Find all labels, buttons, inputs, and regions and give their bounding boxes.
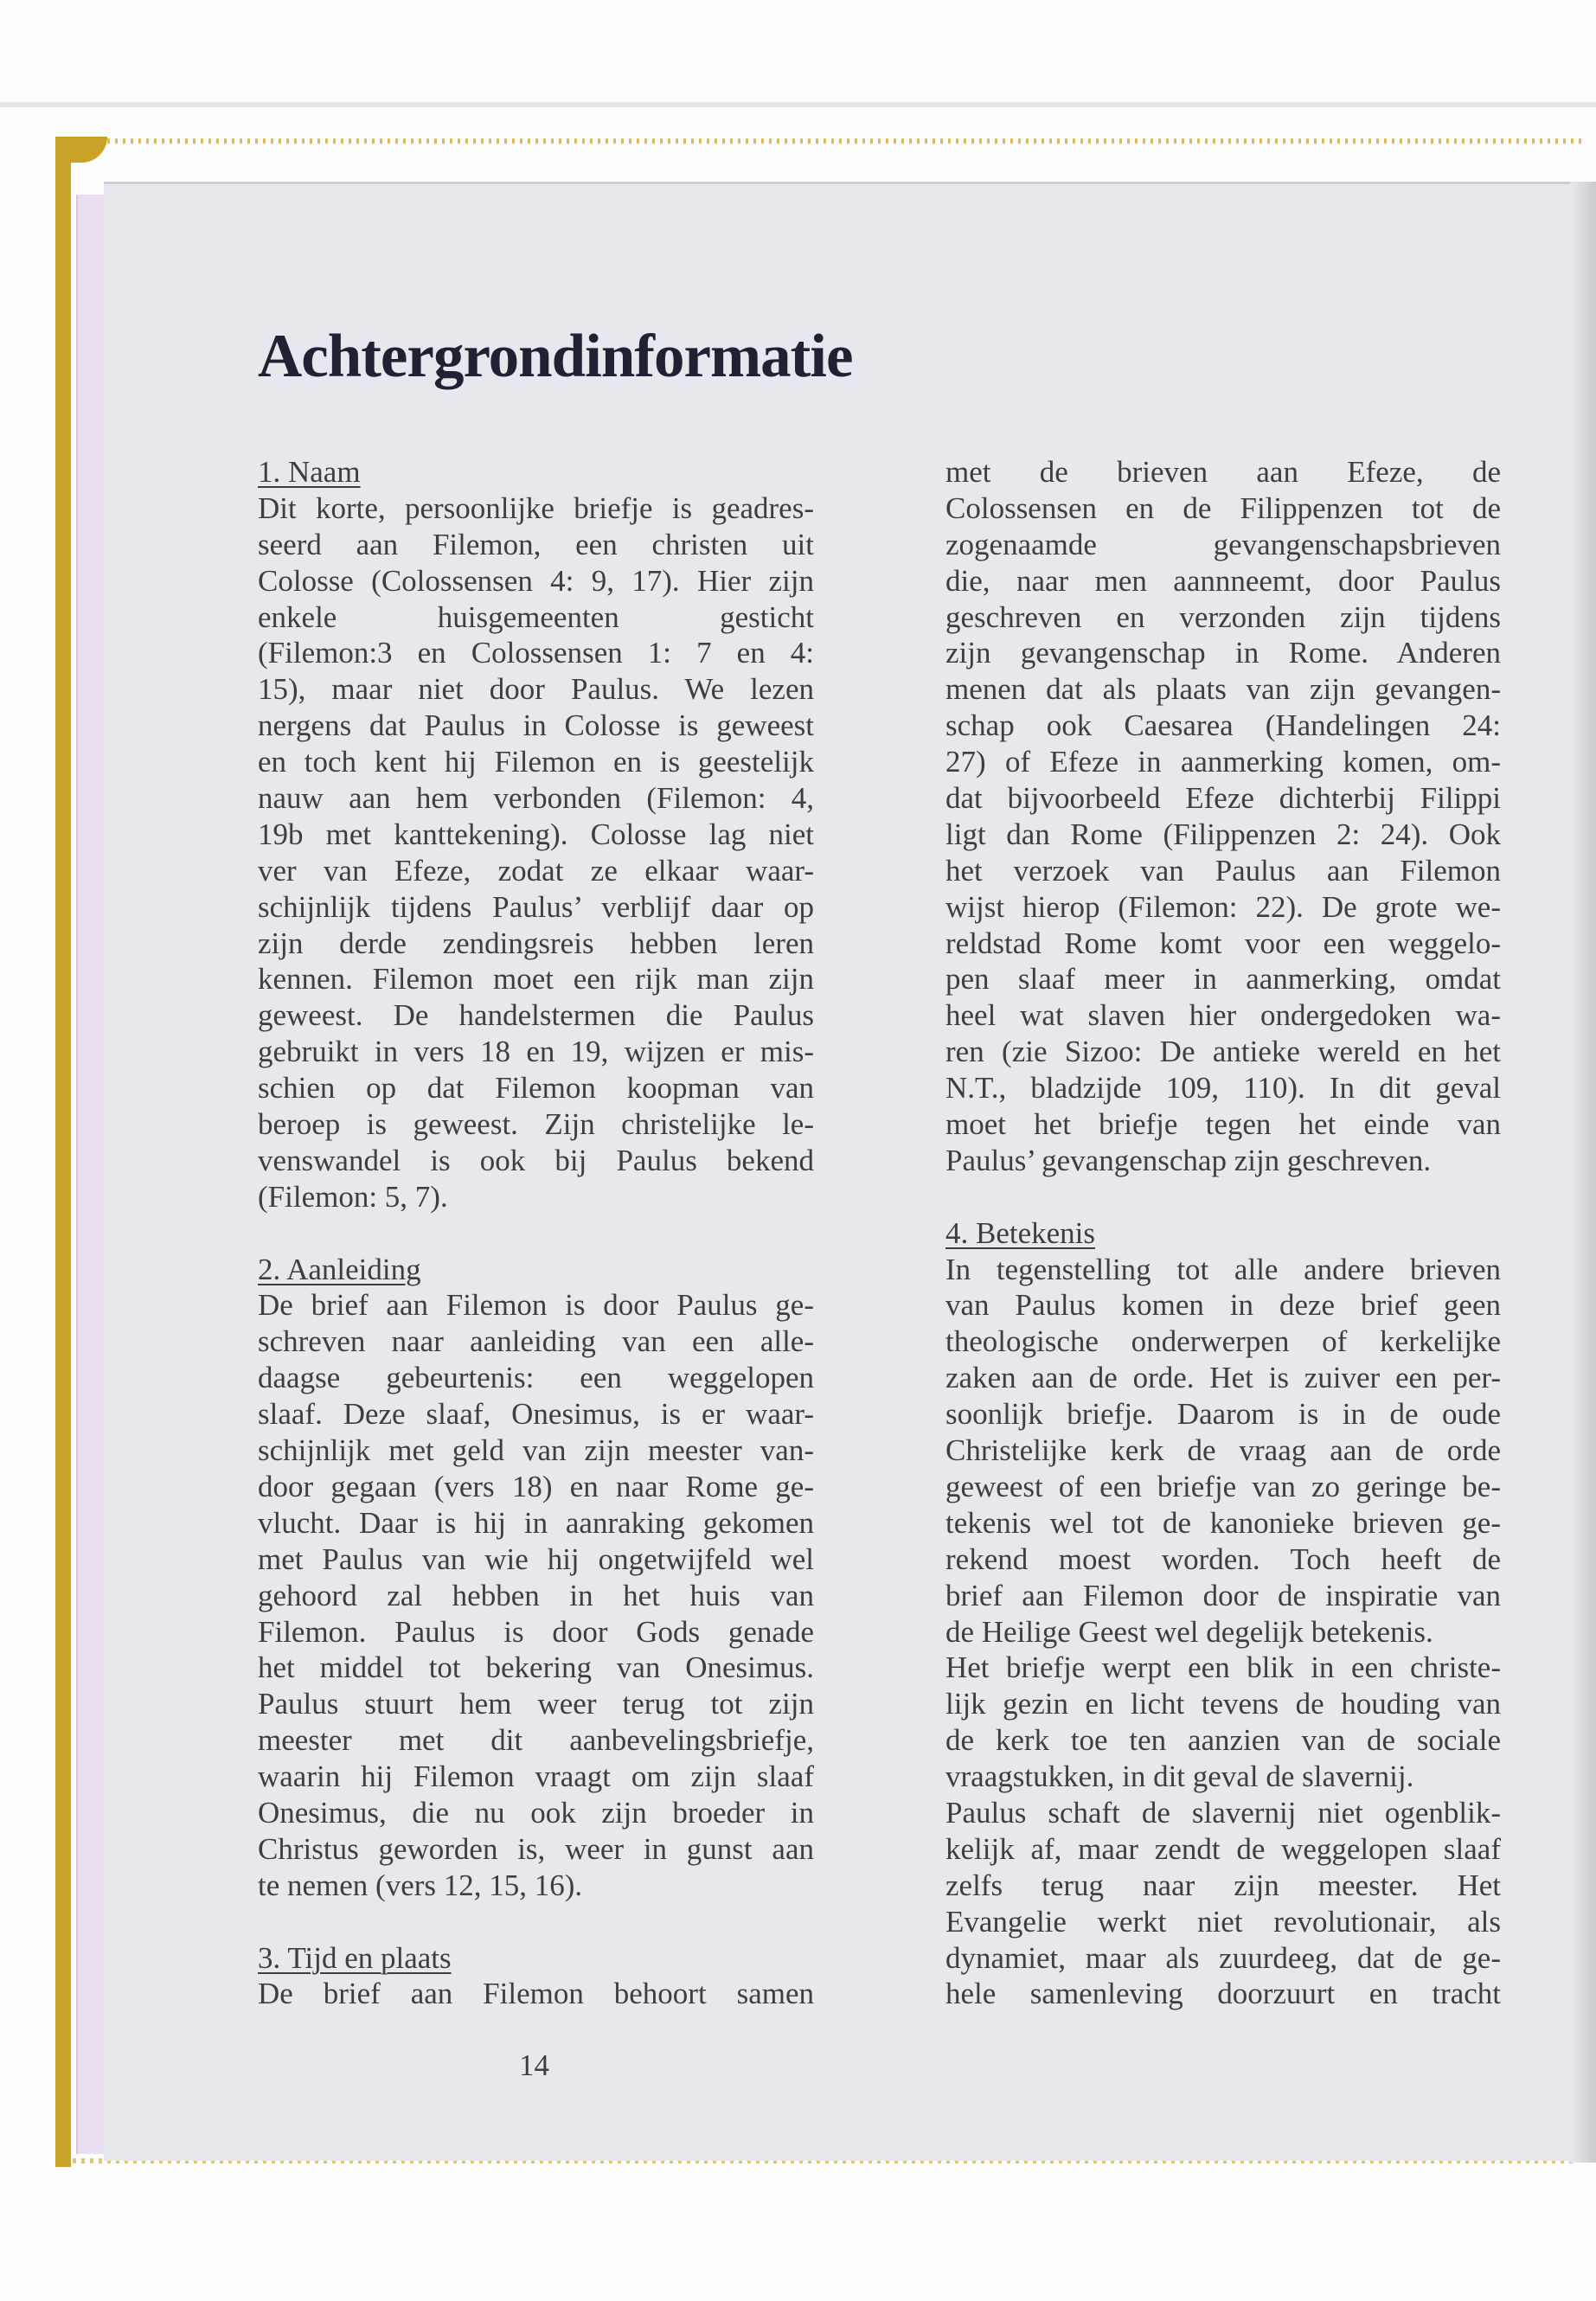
text-line: brief aan Filemon door de inspiratie van bbox=[945, 1578, 1501, 1612]
text-line: wijst hierop (Filemon: 22). De grote we- bbox=[945, 889, 1501, 924]
text-line: zaken aan de orde. Het is zuiver een per- bbox=[945, 1361, 1501, 1395]
section-heading bbox=[258, 454, 814, 490]
page-stack-edge bbox=[76, 195, 106, 2154]
scan-top-edge bbox=[0, 102, 1596, 107]
text-line: Colosse (Colossensen 4: 9, 17). Hier zijn bbox=[258, 563, 814, 598]
text-line: 27) of Efeze in aanmerking komen, om- bbox=[945, 745, 1501, 779]
text-line: Dit korte, persoonlijke briefje is geadres- bbox=[258, 490, 814, 525]
text-line: Colossensen en de Filippenzen tot de bbox=[945, 490, 1501, 525]
text-line: Christus geworden is, weer in gunst aan bbox=[258, 1831, 814, 1866]
paragraph-spacer bbox=[258, 1215, 814, 1252]
left-column bbox=[258, 454, 814, 2012]
text-line: heel wat slaven hier ondergedoken wa- bbox=[945, 998, 1501, 1033]
text-line: met Paulus van wie hij ongetwijfeld wel bbox=[258, 1541, 814, 1576]
binding-corner bbox=[55, 137, 107, 163]
text-line: pen slaaf meer in aanmerking, omdat bbox=[945, 962, 1501, 997]
text-line: geschreven en verzonden zijn tijdens bbox=[945, 599, 1501, 634]
text-line: Filemon. Paulus is door Gods genade bbox=[258, 1614, 814, 1649]
text-line: gehoord zal hebben in het huis van bbox=[258, 1578, 814, 1612]
text-line: menen dat als plaats van zijn gevangen- bbox=[945, 672, 1501, 707]
text-line: die, naar men aannneemt, door Paulus bbox=[945, 563, 1501, 598]
binding-left-edge bbox=[55, 138, 71, 2167]
section-heading-text: 4. Betekenis bbox=[945, 1215, 1096, 1250]
text-line: dat bijvoorbeeld Efeze dichterbij Filippi bbox=[945, 781, 1501, 816]
text-line: slaaf. Deze slaaf, Onesimus, is er waar- bbox=[258, 1397, 814, 1432]
text-line: enkele huisgemeenten gesticht bbox=[258, 599, 814, 634]
page-number: 14 bbox=[519, 2048, 549, 2082]
text-line: schreven naar aanleiding van een alle- bbox=[258, 1324, 814, 1359]
text-line: De brief aan Filemon behoort samen bbox=[258, 1977, 814, 2011]
binding-top-edge bbox=[61, 138, 1583, 144]
text-line: zogenaamde gevangenschapsbrieven bbox=[945, 527, 1501, 561]
text-line: rekend moest worden. Toch heeft de bbox=[945, 1541, 1501, 1576]
text-line: het verzoek van Paulus aan Filemon bbox=[945, 853, 1501, 888]
text-line: (Filemon:3 en Colossensen 1: 7 en 4: bbox=[258, 636, 814, 670]
text-line: 15), maar niet door Paulus. We lezen bbox=[258, 672, 814, 707]
right-column bbox=[945, 454, 1501, 2012]
text-line: seerd aan Filemon, een christen uit bbox=[258, 527, 814, 561]
text-line: dynamiet, maar als zuurdeeg, dat de ge- bbox=[945, 1940, 1501, 1975]
text-line: moet het briefje tegen het einde van bbox=[945, 1107, 1501, 1142]
text-line: meester met dit aanbevelingsbriefje, bbox=[258, 1723, 814, 1758]
section-heading-text: 2. Aanleiding bbox=[258, 1252, 421, 1286]
paragraph-spacer bbox=[258, 1904, 814, 1940]
text-line: vraagstukken, in dit geval de slavernij. bbox=[945, 1759, 1414, 1794]
text-line: geweest of een briefje van zo geringe be- bbox=[945, 1469, 1501, 1503]
text-line: kelijk af, maar zendt de weggelopen slaaf bbox=[945, 1831, 1501, 1866]
text-line: theologische onderwerpen of kerkelijke bbox=[945, 1324, 1501, 1359]
page-right-shadow bbox=[1570, 182, 1596, 2163]
text-line: daagse gebeurtenis: een weggelopen bbox=[258, 1361, 814, 1395]
text-line: Het briefje werpt een blik in een christe- bbox=[945, 1650, 1501, 1685]
text-line: de Heilige Geest wel degelijk betekenis. bbox=[945, 1614, 1433, 1649]
text-line: beroep is geweest. Zijn christelijke le- bbox=[258, 1107, 814, 1142]
text-line: schien op dat Filemon koopman van bbox=[258, 1071, 814, 1106]
text-line: kennen. Filemon moet een rijk man zijn bbox=[258, 962, 814, 997]
text-line: reldstad Rome komt voor een weggelo- bbox=[945, 926, 1501, 960]
text-line: venswandel is ook bij Paulus bekend bbox=[258, 1143, 814, 1177]
text-line: In tegenstelling tot alle andere brieven bbox=[945, 1252, 1501, 1286]
text-line: Onesimus, die nu ook zijn broeder in bbox=[258, 1795, 814, 1830]
text-line: waarin hij Filemon vraagt om zijn slaaf bbox=[258, 1759, 814, 1794]
text-line: Christelijke kerk de vraag aan de orde bbox=[945, 1433, 1501, 1468]
text-line: schap ook Caesarea (Handelingen 24: bbox=[945, 708, 1501, 743]
text-line: ligt dan Rome (Filippenzen 2: 24). Ook bbox=[945, 817, 1501, 851]
page-title: Achtergrondinformatie bbox=[258, 323, 853, 390]
text-line: nauw aan hem verbonden (Filemon: 4, bbox=[258, 781, 814, 816]
text-line: schijnlijk tijdens Paulus’ verblijf daar op bbox=[258, 889, 814, 924]
text-line: door gegaan (vers 18) en naar Rome ge- bbox=[258, 1469, 814, 1503]
text-line: vlucht. Daar is hij in aanraking gekomen bbox=[258, 1505, 814, 1540]
section-heading bbox=[945, 1215, 1501, 1252]
text-line: te nemen (vers 12, 15, 16). bbox=[258, 1868, 583, 1902]
text-line: de kerk toe ten aanzien van de sociale bbox=[945, 1723, 1501, 1758]
text-line: ren (zie Sizoo: De antieke wereld en het bbox=[945, 1035, 1501, 1069]
text-line: Paulus schaft de slavernij niet ogenblik- bbox=[945, 1795, 1501, 1830]
text-line: tekenis wel tot de kanonieke brieven ge- bbox=[945, 1505, 1501, 1540]
text-line: De brief aan Filemon is door Paulus ge- bbox=[258, 1288, 814, 1323]
paragraph-spacer bbox=[945, 1179, 1501, 1215]
text-line: zijn derde zendingsreis hebben leren bbox=[258, 926, 814, 960]
text-line: zelfs terug naar zijn meester. Het bbox=[945, 1868, 1501, 1902]
text-line: nergens dat Paulus in Colosse is geweest bbox=[258, 708, 814, 743]
section-heading-text: 1. Naam bbox=[258, 455, 361, 489]
text-line: van Paulus komen in deze brief geen bbox=[945, 1288, 1501, 1323]
text-line: Paulus’ gevangenschap zijn geschreven. bbox=[945, 1143, 1432, 1177]
text-line: Evangelie werkt niet revolutionair, als bbox=[945, 1904, 1501, 1939]
text-line: schijnlijk met geld van zijn meester van- bbox=[258, 1433, 814, 1468]
text-line: Paulus stuurt hem weer terug tot zijn bbox=[258, 1687, 814, 1721]
text-line: soonlijk briefje. Daarom is in de oude bbox=[945, 1397, 1501, 1432]
section-heading bbox=[258, 1252, 814, 1288]
text-line: geweest. De handelstermen die Paulus bbox=[258, 998, 814, 1033]
text-line: en toch kent hij Filemon en is geestelijk bbox=[258, 745, 814, 779]
section-heading-text: 3. Tijd en plaats bbox=[258, 1940, 452, 1975]
text-line: gebruikt in vers 18 en 19, wijzen er mis- bbox=[258, 1035, 814, 1069]
text-line: hele samenleving doorzuurt en tracht bbox=[945, 1977, 1501, 2011]
text-line: 19b met kanttekening). Colosse lag niet bbox=[258, 817, 814, 851]
text-line: ver van Efeze, zodat ze elkaar waar- bbox=[258, 853, 814, 888]
text-line: zijn gevangenschap in Rome. Anderen bbox=[945, 636, 1501, 670]
text-line: (Filemon: 5, 7). bbox=[258, 1179, 448, 1214]
section-heading bbox=[258, 1940, 814, 1977]
text-line: met de brieven aan Efeze, de bbox=[945, 455, 1501, 489]
text-line: het middel tot bekering van Onesimus. bbox=[258, 1650, 814, 1685]
text-line: N.T., bladzijde 109, 110). In dit geval bbox=[945, 1071, 1501, 1106]
text-line: lijk gezin en licht tevens de houding van bbox=[945, 1687, 1501, 1721]
